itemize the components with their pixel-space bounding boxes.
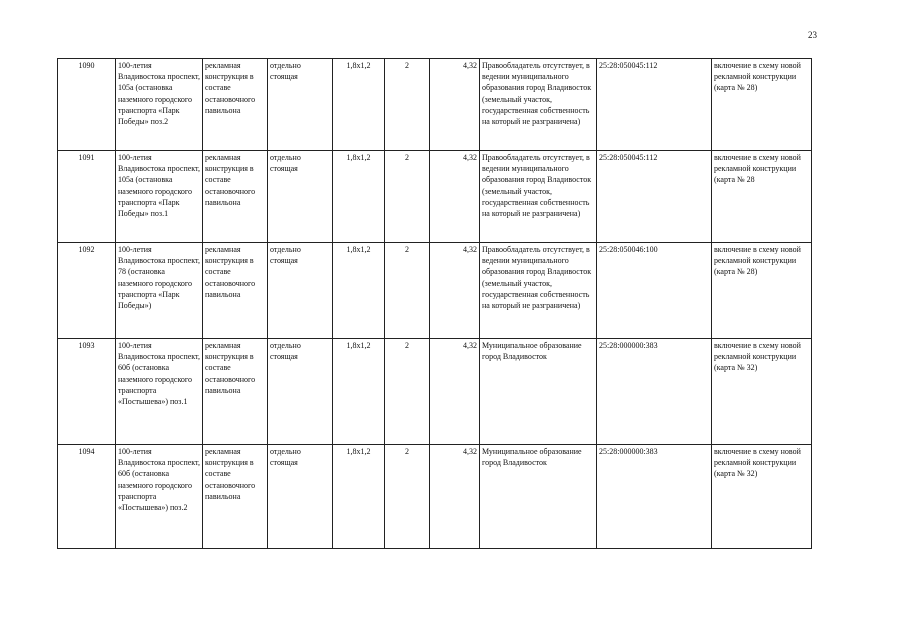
address-cell: 100-летия Владивостока проспект, 78 (остановка наземного городского транспорта «Парк Победы») <box>116 243 203 339</box>
structure-kind-cell: отдельно стоящая <box>268 243 333 339</box>
area-cell: 4,32 <box>430 59 480 151</box>
owner-cell: Муниципальное образование город Владивосток <box>480 339 597 445</box>
size-cell: 1,8x1,2 <box>333 243 385 339</box>
note-cell: включение в схему новой рекламной конструкции (карта № 28) <box>712 243 812 339</box>
row-number: 1094 <box>58 445 116 549</box>
structure-type-cell: рекламная конструкция в составе остановочного павильона <box>203 445 268 549</box>
area-cell: 4,32 <box>430 243 480 339</box>
structure-kind-cell: отдельно стоящая <box>268 339 333 445</box>
structure-type-cell: рекламная конструкция в составе остановочного павильона <box>203 339 268 445</box>
row-number: 1090 <box>58 59 116 151</box>
size-cell: 1,8x1,2 <box>333 151 385 243</box>
note-cell: включение в схему новой рекламной конструкции (карта № 32) <box>712 339 812 445</box>
faces-cell: 2 <box>385 243 430 339</box>
advertising-structures-table <box>57 58 812 549</box>
owner-cell: Правообладатель отсутствует, в ведении муниципального образования город Владивосток (земельный участок, государственная собственность на который не разграничена) <box>480 59 597 151</box>
faces-cell: 2 <box>385 445 430 549</box>
structure-kind-cell: отдельно стоящая <box>268 59 333 151</box>
size-cell: 1,8x1,2 <box>333 445 385 549</box>
area-cell: 4,32 <box>430 151 480 243</box>
owner-cell: Муниципальное образование город Владивосток <box>480 445 597 549</box>
table-row <box>58 243 812 339</box>
structure-type-cell: рекламная конструкция в составе остановочного павильона <box>203 243 268 339</box>
table-row <box>58 339 812 445</box>
table-row <box>58 59 812 151</box>
faces-cell: 2 <box>385 59 430 151</box>
structure-type-cell: рекламная конструкция в составе остановочного павильона <box>203 59 268 151</box>
size-cell: 1,8x1,2 <box>333 59 385 151</box>
table-row <box>58 151 812 243</box>
cadastral-number-cell: 25:28:050045:112 <box>597 151 712 243</box>
structure-kind-cell: отдельно стоящая <box>268 151 333 243</box>
row-number: 1092 <box>58 243 116 339</box>
area-cell: 4,32 <box>430 445 480 549</box>
area-cell: 4,32 <box>430 339 480 445</box>
faces-cell: 2 <box>385 339 430 445</box>
address-cell: 100-летия Владивостока проспект, 105а (остановка наземного городского транспорта «Парк Победы» поз.1 <box>116 151 203 243</box>
cadastral-number-cell: 25:28:050045:112 <box>597 59 712 151</box>
owner-cell: Правообладатель отсутствует, в ведении муниципального образования город Владивосток (земельный участок, государственная собственность на который не разграничена) <box>480 243 597 339</box>
cadastral-number-cell: 25:28:000000:383 <box>597 339 712 445</box>
address-cell: 100-летия Владивостока проспект, 105а (остановка наземного городского транспорта «Парк Победы» поз.2 <box>116 59 203 151</box>
cadastral-number-cell: 25:28:000000:383 <box>597 445 712 549</box>
structure-type-cell: рекламная конструкция в составе остановочного павильона <box>203 151 268 243</box>
row-number: 1091 <box>58 151 116 243</box>
note-cell: включение в схему новой рекламной конструкции (карта № 28) <box>712 59 812 151</box>
note-cell: включение в схему новой рекламной конструкции (карта № 32) <box>712 445 812 549</box>
address-cell: 100-летия Владивостока проспект, 60б (остановка наземного городского транспорта «Постышева») поз.2 <box>116 445 203 549</box>
page-number: 23 <box>808 30 817 40</box>
address-cell: 100-летия Владивостока проспект, 60б (остановка наземного городского транспорта «Постышева») поз.1 <box>116 339 203 445</box>
owner-cell: Правообладатель отсутствует, в ведении муниципального образования город Владивосток (земельный участок, государственная собственность на который не разграничена) <box>480 151 597 243</box>
note-cell: включение в схему новой рекламной конструкции (карта № 28 <box>712 151 812 243</box>
size-cell: 1,8x1,2 <box>333 339 385 445</box>
structure-kind-cell: отдельно стоящая <box>268 445 333 549</box>
row-number: 1093 <box>58 339 116 445</box>
faces-cell: 2 <box>385 151 430 243</box>
cadastral-number-cell: 25:28:050046:100 <box>597 243 712 339</box>
table-row <box>58 445 812 549</box>
